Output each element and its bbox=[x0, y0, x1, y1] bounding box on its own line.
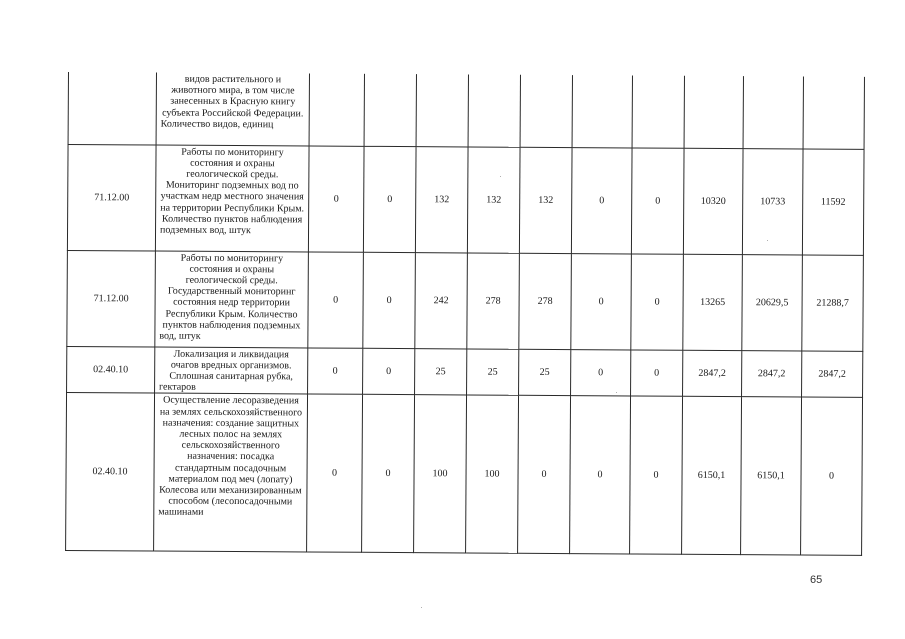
value-cell bbox=[572, 75, 632, 147]
value-cell: 278 bbox=[519, 253, 572, 349]
work-description-cell bbox=[155, 251, 309, 348]
value-cell: 6150,1 bbox=[682, 397, 742, 555]
value-cell: 100 bbox=[466, 395, 519, 553]
work-description-cell bbox=[154, 393, 308, 552]
value-cell: 25 bbox=[467, 348, 519, 395]
value-cell: 0 bbox=[308, 145, 364, 251]
work-description-text: видов растительного и животного мира, в том числе занесенных в Красную книгу субъекта Российской Федерации. Количество видов, единиц bbox=[160, 73, 304, 131]
okved-code-cell bbox=[68, 72, 156, 145]
value-cell: 0 bbox=[362, 395, 415, 553]
table-row bbox=[67, 346, 863, 398]
value-cell bbox=[309, 73, 364, 145]
value-cell: 0 bbox=[571, 349, 631, 396]
value-cell: 11592 bbox=[802, 148, 864, 254]
table-row bbox=[67, 144, 864, 255]
okved-code-cell: 02.40.10 bbox=[67, 346, 155, 393]
value-cell: 0 bbox=[307, 394, 363, 552]
value-cell: 0 bbox=[570, 396, 631, 554]
value-cell bbox=[803, 76, 864, 148]
value-cell: 100 bbox=[414, 395, 467, 553]
data-table bbox=[65, 72, 865, 556]
value-cell: 132 bbox=[467, 146, 520, 252]
value-cell: 21288,7 bbox=[802, 254, 864, 350]
value-cell: 0 bbox=[631, 147, 684, 253]
value-cell: 0 bbox=[363, 146, 416, 252]
value-cell: 2847,2 bbox=[742, 350, 802, 397]
work-description-cell bbox=[155, 347, 308, 395]
value-cell: 0 bbox=[631, 253, 684, 349]
value-cell: 2847,2 bbox=[683, 350, 742, 397]
value-cell: 0 bbox=[630, 396, 683, 554]
value-cell: 10320 bbox=[683, 148, 743, 254]
value-cell: 0 bbox=[801, 397, 863, 555]
okved-code-cell: 71.12.00 bbox=[67, 144, 156, 251]
value-cell: 13265 bbox=[683, 254, 743, 350]
value-cell: 25 bbox=[415, 348, 467, 395]
value-cell bbox=[632, 75, 684, 147]
work-description-text: Осуществление лесоразведения на землях сельскохозяйственного назначения: создание защитных лесных полос на землях сельскохозяйственного назначения: посадка стандартным посадочным материалом под меч (лопату) Колесова или механизированным способом (лесопосадочными машинами bbox=[158, 394, 303, 519]
value-cell: 278 bbox=[467, 252, 520, 348]
table-row bbox=[66, 393, 863, 556]
work-description-cell bbox=[155, 145, 309, 252]
work-description-cell bbox=[156, 73, 309, 146]
value-cell: 25 bbox=[519, 349, 571, 396]
okved-code-cell: 71.12.00 bbox=[67, 250, 156, 347]
work-description-text: Локализация и ликвидация очагов вредных организмов. Сплошная санитарная рубка, гектаров bbox=[159, 348, 293, 393]
work-description-text: Работы по мониторингу состояния и охраны геологической среды. Мониторинг подземных вод по участкам недр местного значения на территории Республики Крым. Количество пунктов наблюдения подземных вод, штук bbox=[160, 146, 305, 237]
value-cell: 132 bbox=[519, 147, 572, 253]
value-cell bbox=[684, 76, 743, 148]
value-cell: 0 bbox=[363, 252, 416, 348]
work-description-text: Работы по мониторингу состояния и охраны геологической среды. Государственный мониторинг состояния недр территории Республики Крым. Количество пунктов наблюдения подземных вод, штук bbox=[159, 252, 301, 342]
value-cell bbox=[468, 74, 520, 146]
okved-code-cell: 02.40.10 bbox=[66, 393, 155, 552]
page-number: 65 bbox=[810, 574, 823, 586]
table-row bbox=[67, 250, 864, 351]
value-cell: 2847,2 bbox=[802, 350, 863, 397]
value-cell bbox=[416, 74, 468, 146]
value-cell: 0 bbox=[518, 396, 571, 554]
value-cell: 20629,5 bbox=[742, 254, 803, 350]
table-row bbox=[68, 72, 864, 149]
value-cell: 0 bbox=[571, 253, 632, 349]
value-cell: 0 bbox=[631, 349, 683, 396]
value-cell bbox=[520, 75, 572, 147]
value-cell: 242 bbox=[415, 252, 468, 348]
value-cell bbox=[364, 74, 416, 146]
value-cell: 0 bbox=[571, 147, 632, 253]
value-cell: 0 bbox=[308, 347, 363, 394]
value-cell bbox=[743, 76, 803, 148]
value-cell: 0 bbox=[363, 348, 415, 395]
value-cell: 132 bbox=[415, 146, 468, 252]
value-cell: 6150,1 bbox=[741, 397, 802, 555]
value-cell: 10733 bbox=[742, 148, 803, 254]
value-cell: 0 bbox=[308, 251, 364, 347]
